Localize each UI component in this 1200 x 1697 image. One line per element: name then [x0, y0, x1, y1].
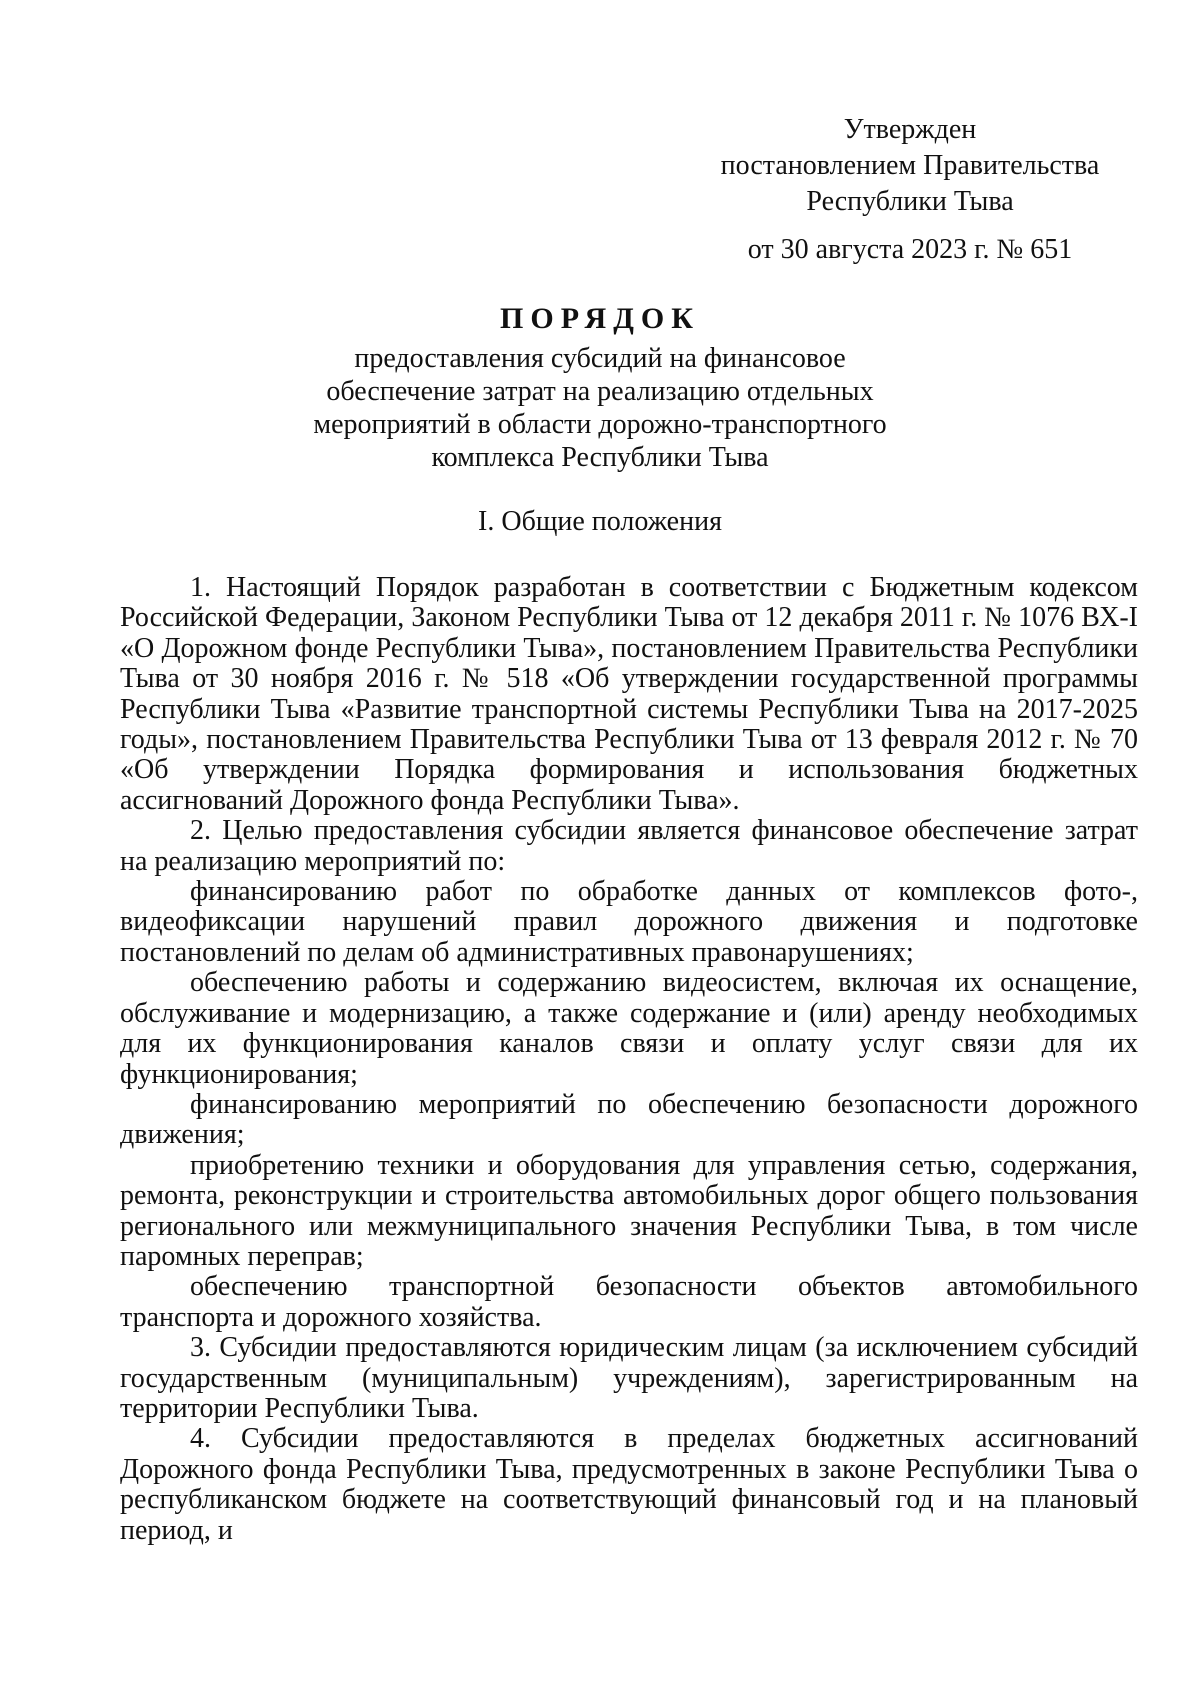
paragraph-4: 4. Субсидии предоставляются в пределах бюджетных ассигнований Дорожного фонда Республики Тыва, предусмотренных в законе Республики Тыва о республиканском бюджете на соответствующий финансовый год и на плановый период, и — [120, 1423, 1138, 1546]
approval-line-republic: Республики Тыва — [806, 186, 1014, 217]
subtitle-line: комплекса Республики Тыва — [431, 442, 769, 473]
document-title-block — [0, 300, 1200, 474]
subtitle-line: предоставления субсидий на финансовое — [354, 343, 846, 374]
list-item: приобретению техники и оборудования для управления сетью, содержания, ремонта, реконструкции и строительства автомобильных дорог общего пользования регионального или межмуниципального значения Республики Тыва, в том числе паромных переправ; — [120, 1149, 1138, 1272]
approval-stamp — [600, 112, 1200, 268]
approval-date: от 30 августа 2023 г. № 651 — [747, 234, 1073, 265]
document-subtitle — [0, 342, 1200, 474]
approval-line-resolution: постановлением Правительства — [720, 150, 1100, 181]
section-heading: I. Общие положения — [478, 506, 722, 537]
subtitle-line: обеспечение затрат на реализацию отдельных — [326, 376, 874, 407]
list-item: финансированию мероприятий по обеспечению безопасности дорожного движения; — [120, 1088, 1138, 1151]
list-item: обеспечению транспортной безопасности объектов автомобильного транспорта и дорожного хозяйства. — [120, 1271, 1138, 1333]
list-item: обеспечению работы и содержанию видеосистем, включая их оснащение, обслуживание и модернизацию, а также содержание и (или) аренду необходимых для их функционирования каналов связи и оплату услуг связи для их функционирования; — [120, 967, 1138, 1090]
approval-line-approved: Утвержден — [843, 114, 977, 145]
list-item: финансированию работ по обработке данных от комплексов фото-, видеофиксации нарушений правил дорожного движения и подготовке постановлений по делам об административных правонарушениях; — [120, 876, 1138, 968]
subtitle-line: мероприятий в области дорожно-транспортного — [313, 409, 887, 440]
document-title: ПОРЯДОК — [500, 302, 700, 335]
document-body — [120, 573, 1138, 1546]
paragraph-2: 2. Целью предоставления субсидии является финансовое обеспечение затрат на реализацию мероприятий по: — [120, 815, 1138, 877]
paragraph-1: 1. Настоящий Порядок разработан в соответствии с Бюджетным кодексом Российской Федерации, Законом Республики Тыва от 12 декабря 2011 г. № 1076 ВХ-I «О Дорожном фонде Республики Тыва», постановлением Правительства Республики Тыва от 30 ноября 2016 г. № 518 «Об утверждении государственной программы Республики Тыва «Развитие транспортной системы Республики Тыва на 2017-2025 годы», постановлением Правительства Республики Тыва от 13 февраля 2012 г. № 70 «Об утверждении Порядка формирования и использования бюджетных ассигнований Дорожного фонда Республики Тыва». — [120, 572, 1138, 816]
paragraph-3: 3. Субсидии предоставляются юридическим лицам (за исключением субсидий государственным (муниципальным) учреждениям), зарегистрированным на территории Республики Тыва. — [120, 1332, 1138, 1424]
